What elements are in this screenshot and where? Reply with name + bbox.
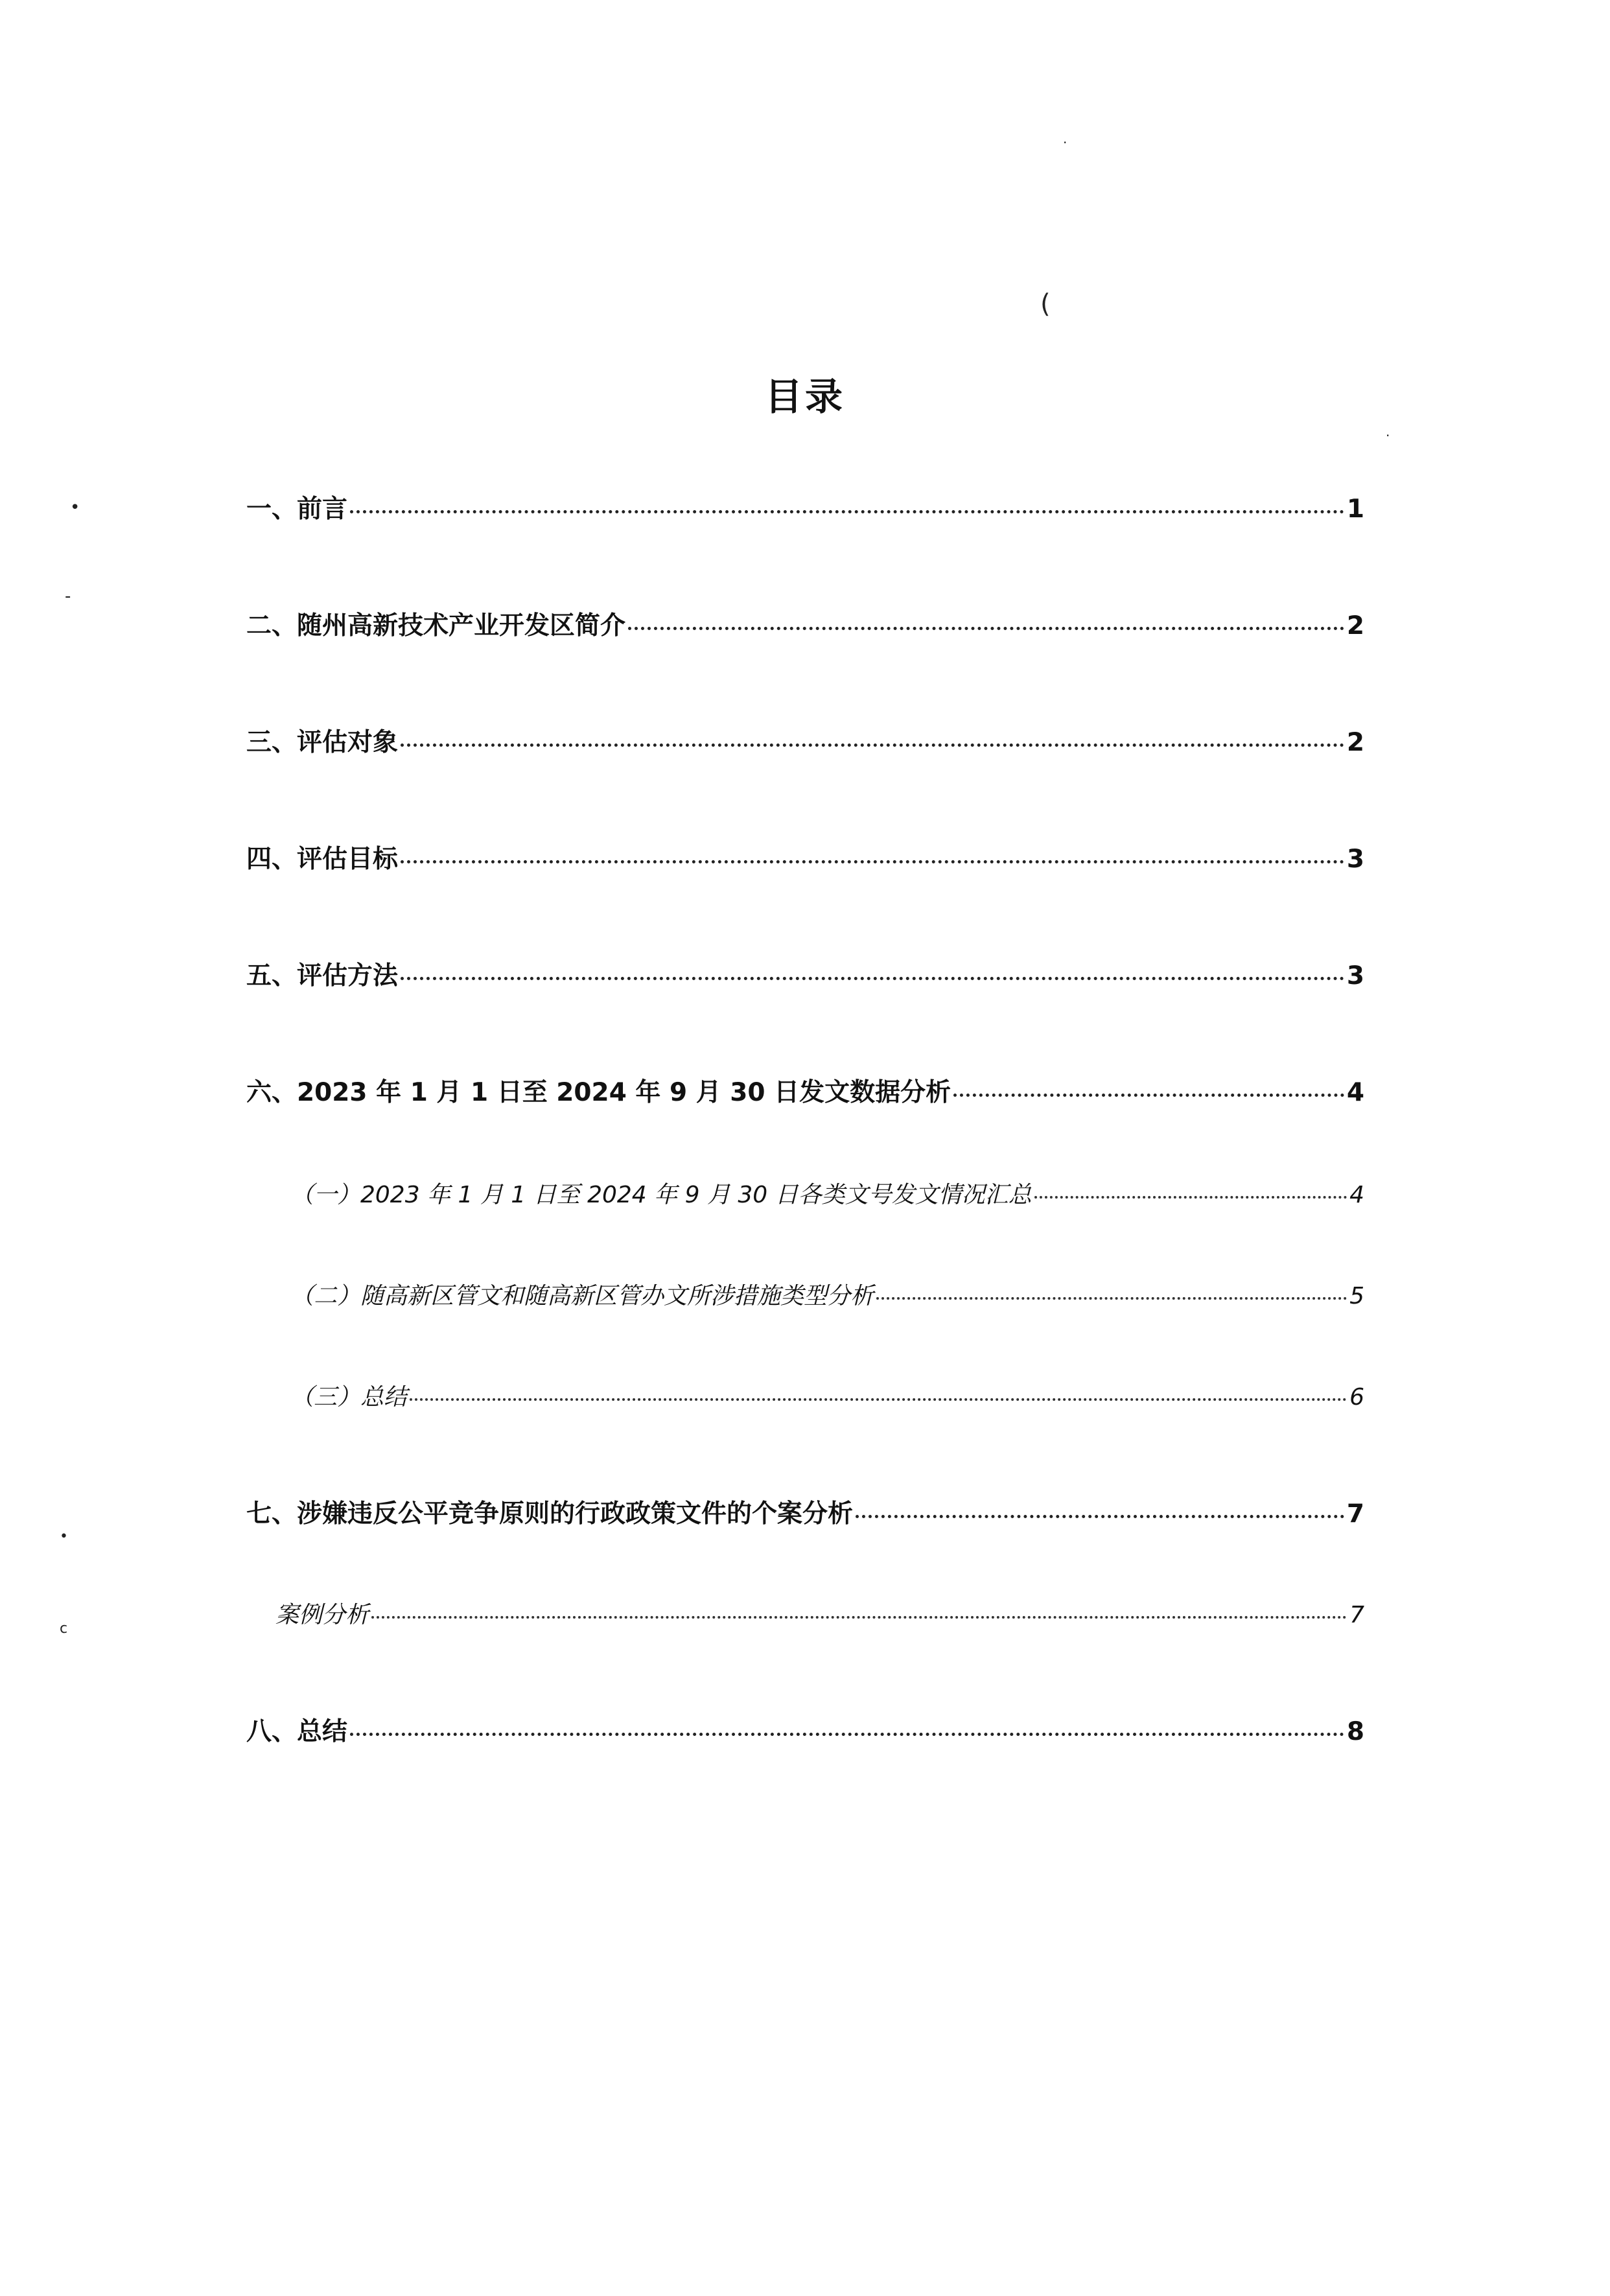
toc-entry-7-1[interactable] (275, 1596, 1364, 1635)
toc-entry-2[interactable] (246, 607, 1364, 646)
toc-entry-1[interactable] (246, 490, 1364, 529)
toc-entry-page-number: 8 (1346, 1717, 1364, 1746)
dot-leader (410, 1398, 1347, 1401)
toc-entry-page-number: 5 (1349, 1283, 1364, 1309)
scan-speck: • (70, 498, 80, 517)
toc-entry-label: （一）2023 年 1 月 1 日至 2024 年 9 月 30 日各类文号发文情况汇总 (290, 1182, 1032, 1208)
scan-speck: • (60, 1529, 68, 1545)
dot-leader (876, 1297, 1347, 1300)
toc-entry-label: 八、总结 (246, 1717, 348, 1746)
dot-leader (953, 1094, 1344, 1097)
dot-leader (371, 1616, 1347, 1619)
toc-entry-page-number: 6 (1349, 1384, 1364, 1411)
scan-speck: - (65, 587, 71, 606)
toc-entry-page-number: 4 (1349, 1182, 1364, 1208)
toc-entry-4[interactable] (246, 840, 1364, 879)
toc-entry-page-number: 2 (1346, 611, 1364, 640)
scan-speck: c (60, 1621, 68, 1637)
toc-entry-page-number: 7 (1349, 1602, 1364, 1628)
toc-entry-label: 一、前言 (246, 495, 348, 524)
toc-entry-label: 七、涉嫌违反公平竞争原则的行政政策文件的个案分析 (246, 1499, 854, 1529)
toc-entry-label: 六、2023 年 1 月 1 日至 2024 年 9 月 30 日发文数据分析 (246, 1078, 951, 1107)
dot-leader (628, 627, 1344, 630)
dot-leader (401, 977, 1344, 980)
toc-entry-label: （二）随高新区管文和随高新区管办文所涉措施类型分析 (290, 1283, 874, 1309)
toc-entry-8[interactable] (246, 1713, 1364, 1751)
toc-entry-label: 案例分析 (275, 1602, 369, 1628)
toc-entry-6-2[interactable] (290, 1277, 1364, 1316)
toc-entry-label: 四、评估目标 (246, 845, 399, 874)
dot-leader (401, 860, 1344, 863)
scan-speck: ( (1040, 289, 1051, 319)
toc-entry-3[interactable] (246, 723, 1364, 762)
scan-speck: · (1063, 135, 1068, 150)
dot-leader (1034, 1196, 1347, 1199)
dot-leader (350, 1733, 1344, 1736)
toc-entry-6-1[interactable] (290, 1176, 1364, 1215)
toc-entry-page-number: 3 (1346, 845, 1364, 874)
toc-entry-page-number: 4 (1346, 1078, 1364, 1107)
toc-entry-page-number: 2 (1346, 728, 1364, 757)
toc-entry-7[interactable] (246, 1495, 1364, 1534)
toc-entry-page-number: 1 (1346, 495, 1364, 524)
toc-entry-6[interactable] (246, 1073, 1364, 1112)
dot-leader (856, 1515, 1344, 1518)
toc-entry-page-number: 7 (1346, 1499, 1364, 1529)
toc-entry-label: 五、评估方法 (246, 961, 399, 990)
toc-entry-label: 二、随州高新技术产业开发区简介 (246, 611, 626, 640)
dot-leader (350, 510, 1344, 513)
toc-entry-label: 三、评估对象 (246, 728, 399, 757)
page-title: 目录 (764, 375, 845, 419)
toc-entry-page-number: 3 (1346, 961, 1364, 990)
dot-leader (401, 744, 1344, 747)
toc-entry-6-3[interactable] (290, 1378, 1364, 1417)
toc-entry-5[interactable] (246, 957, 1364, 996)
toc-entry-label: （三）总结 (290, 1384, 408, 1411)
scan-speck: · (1386, 428, 1390, 443)
